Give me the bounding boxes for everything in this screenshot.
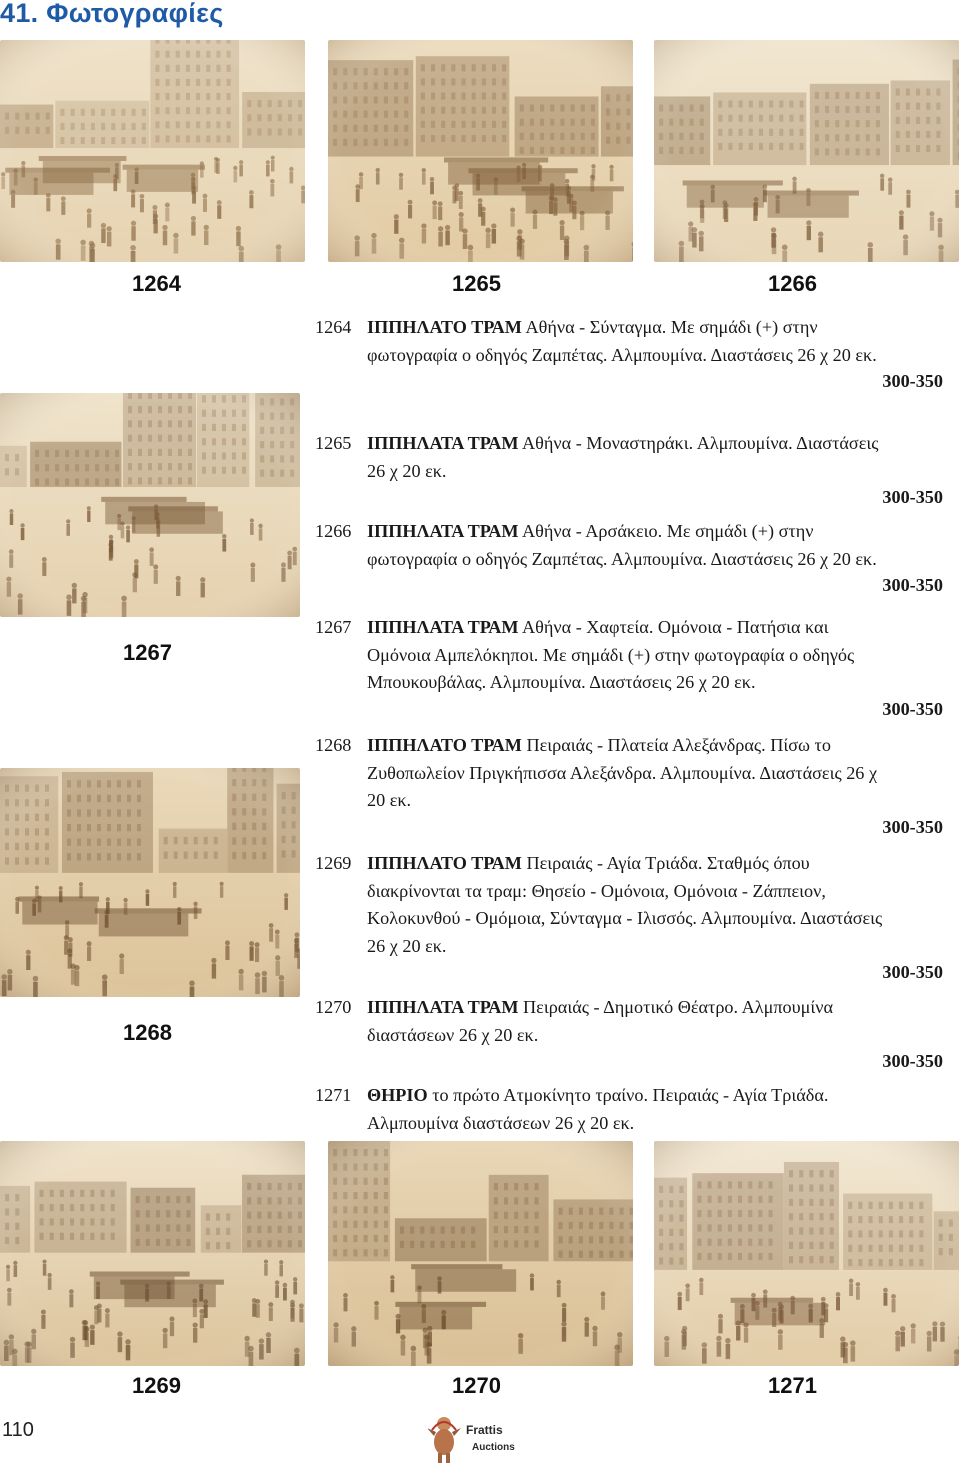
logo-text-line2: Auctions	[472, 1442, 515, 1453]
entry-price: 300-350	[882, 1051, 943, 1071]
entry-description: Πειραιάς - Δημοτικό Θέατρο. Αλμπουμίνα	[518, 997, 833, 1017]
catalog-entry	[315, 314, 945, 430]
entry-title: ΘΗΡΙΟ	[367, 1085, 428, 1105]
entry-number: 1267	[315, 617, 352, 637]
entry-title: ΙΠΠΗΛΑΤΟ ΤΡΑΜ	[367, 317, 522, 337]
logo-graphic	[428, 1410, 528, 1466]
photo-scene	[654, 40, 959, 262]
page-number: 110	[2, 1419, 34, 1441]
catalog-entry	[315, 430, 945, 518]
lot-label-1267: 1267	[123, 640, 172, 665]
photo-scene	[328, 40, 633, 262]
photo-scene	[0, 768, 300, 997]
entry-number: 1270	[315, 997, 352, 1017]
entry-number: 1264	[315, 317, 352, 337]
entry-description: διαστάσεων 26 χ 20 εκ.	[367, 1024, 539, 1045]
lot-label-1265: 1265	[452, 271, 501, 296]
entry-title: ΙΠΠΗΛΑΤΑ ΤΡΑΜ	[367, 521, 519, 541]
entry-title: ΙΠΠΗΛΑΤΑ ΤΡΑΜ	[367, 433, 519, 453]
photo-scene	[0, 393, 300, 617]
photo-1269	[0, 1141, 305, 1366]
entry-price: 300-350	[882, 487, 943, 507]
entry-price: 300-350	[882, 575, 943, 595]
photo-1267	[0, 393, 300, 617]
entry-number: 1266	[315, 521, 352, 541]
entry-description: Αθήνα - Αρσάκειο. Με σημάδι (+) στην	[518, 521, 814, 541]
entry-description: διακρίνονται τα τραμ: Θησείο - Ομόνοια, Ομόνοια - Ζάππειον,	[367, 880, 826, 901]
entry-number: 1269	[315, 853, 352, 873]
lot-label-1268: 1268	[123, 1020, 172, 1045]
entry-description: φωτογραφία ο οδηγός Ζαμπέτας. Αλμπουμίνα. Διαστάσεις 26 χ 20 εκ.	[367, 548, 877, 569]
lot-label-1270: 1270	[452, 1373, 501, 1398]
entry-description: Ομόνοια Αμπελόκηποι. Με σημάδι (+) στην φωτογραφία ο οδηγός	[367, 644, 855, 665]
entry-price: 300-350	[882, 962, 943, 982]
catalog-entry	[315, 850, 945, 994]
entry-description: φωτογραφία ο οδηγός Ζαμπέτας. Αλμπουμίνα. Διαστάσεις 26 χ 20 εκ.	[367, 344, 877, 365]
photo-scene	[654, 1141, 959, 1366]
lot-label-1269: 1269	[132, 1373, 181, 1398]
catalog-entry	[315, 518, 945, 614]
entry-description: Αθήνα - Μοναστηράκι. Αλμπουμίνα. Διαστάσεις	[518, 433, 879, 453]
photo-1271	[654, 1141, 959, 1366]
entry-price: 300-350	[882, 816, 943, 837]
entry-description: Πειραιάς - Πλατεία Αλεξάνδρας. Πίσω το	[521, 735, 831, 755]
entry-price: 300-350	[882, 371, 943, 391]
lot-label-1264: 1264	[132, 271, 181, 296]
photo-scene	[0, 1141, 305, 1366]
entry-description: Πειραιάς - Αγία Τριάδα. Σταθμός όπου	[521, 853, 810, 873]
entry-number: 1268	[315, 735, 352, 755]
catalog-entry	[315, 732, 945, 850]
entry-description: 20 εκ.	[367, 790, 412, 810]
entry-description: 26 χ 20 εκ.	[367, 460, 447, 481]
entry-number: 1265	[315, 433, 352, 453]
entry-title: ΙΠΠΗΛΑΤΟ ΤΡΑΜ	[367, 853, 522, 873]
photo-1268	[0, 768, 300, 997]
catalog-entry	[315, 994, 945, 1082]
photo-1266	[654, 40, 959, 262]
catalog-entry	[315, 614, 945, 732]
entry-title: ΙΠΠΗΛΑΤΟ ΤΡΑΜ	[367, 735, 522, 755]
entry-title: ΙΠΠΗΛΑΤΑ ΤΡΑΜ	[367, 617, 519, 637]
logo-text-line1: Frattis	[466, 1423, 503, 1437]
entry-description: 26 χ 20 εκ.	[367, 935, 447, 956]
entry-description: Μπουκουβάλας. Αλμπουμίνα. Διαστάσεις 26 χ 20 εκ.	[367, 672, 756, 692]
entry-number: 1271	[315, 1085, 352, 1105]
entry-description: Αθήνα - Χαφτεία. Ομόνοια - Πατήσια και	[518, 617, 829, 637]
lot-label-1266: 1266	[768, 271, 817, 296]
entry-description: το πρώτο Ατμοκίνητο τραίνο. Πειραιάς - Αγία Τριάδα.	[427, 1085, 829, 1105]
entry-description: Ζυθοπωλείον Πριγκήπισσα Αλεξάνδρα. Αλμπουμίνα. Διαστάσεις 26 χ	[367, 762, 878, 783]
frattis-auctions-logo	[428, 1410, 528, 1466]
photo-scene	[328, 1141, 633, 1366]
photo-1264	[0, 40, 305, 262]
section-title: 41. Φωτογραφίες	[0, 0, 224, 28]
entry-price: 300-350	[882, 698, 943, 719]
cherub-figure-icon	[428, 1417, 461, 1463]
catalog-entries	[315, 314, 945, 1172]
lot-label-1271: 1271	[768, 1373, 817, 1398]
entry-title: ΙΠΠΗΛΑΤΑ ΤΡΑΜ	[367, 997, 519, 1017]
entry-description: Αθήνα - Σύνταγμα. Με σημάδι (+) στην	[521, 317, 818, 337]
photo-1265	[328, 40, 633, 262]
photo-1270	[328, 1141, 633, 1366]
photo-scene	[0, 40, 305, 262]
entry-description: Αλμπουμίνα διαστάσεων 26 χ 20 εκ.	[367, 1112, 635, 1133]
entry-description: Κολοκυνθού - Ομόμοια, Σύνταγμα - Ιλισσός. Αλμπουμίνα. Διαστάσεις	[367, 908, 883, 928]
